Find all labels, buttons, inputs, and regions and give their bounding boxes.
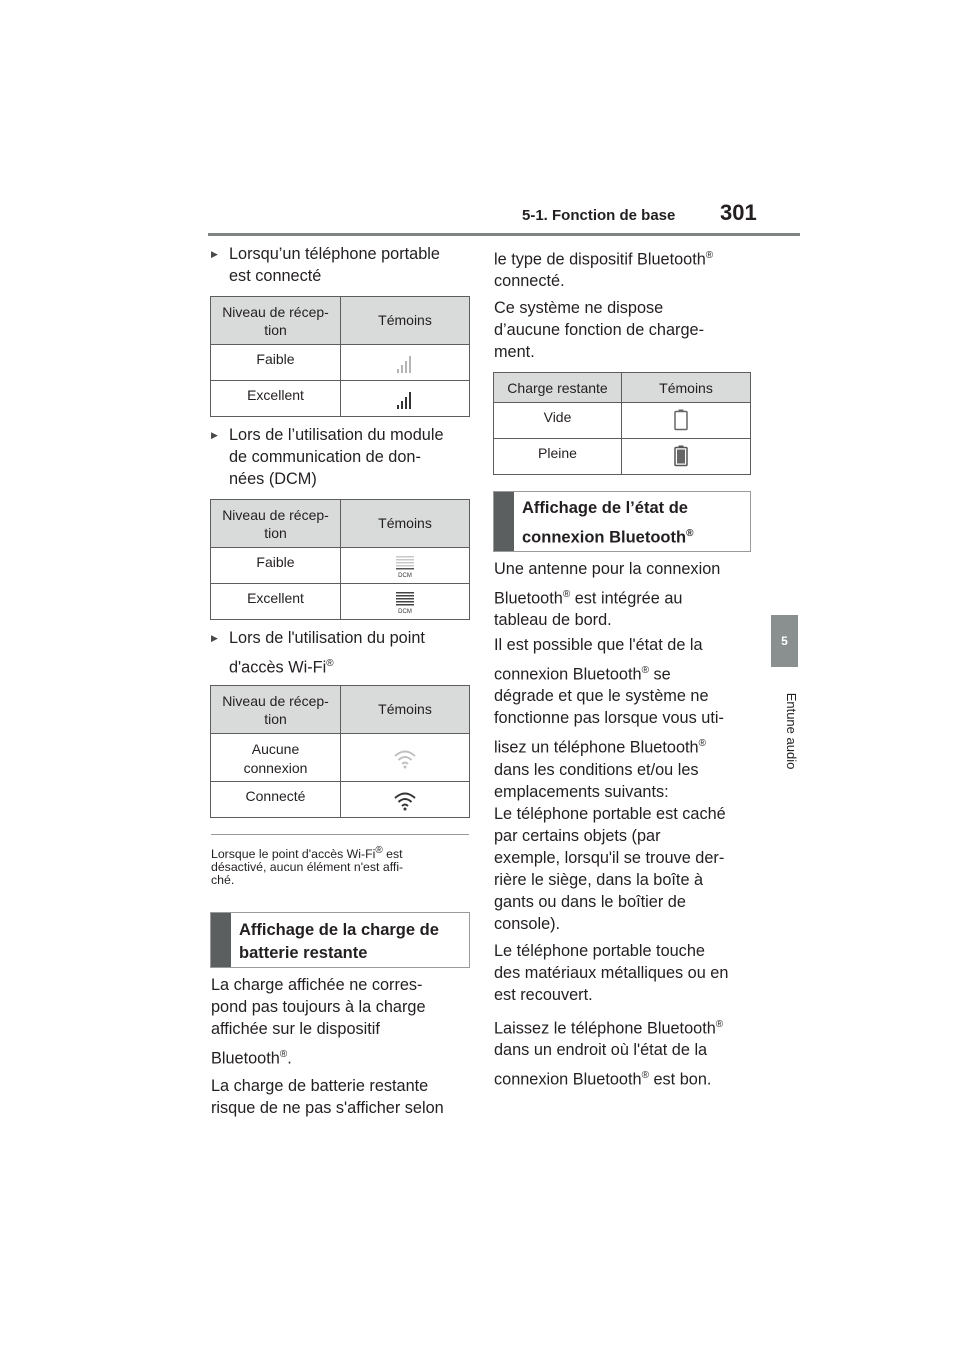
row-label: Excellent — [211, 584, 341, 620]
row-label: Faible — [211, 548, 341, 584]
col-header-indicators: Témoins — [341, 297, 470, 345]
paragraph-place-phone: Laissez le téléphone Bluetooth® dans un endroit où l'état de la connexion Bluetooth® est bon. — [494, 1019, 724, 1089]
bullet-wifi — [211, 627, 489, 678]
bullet-line: est connecté — [229, 267, 322, 285]
bullet-line: nées (DCM) — [229, 470, 317, 488]
row-label: Vide — [494, 403, 622, 439]
page-number: 301 — [720, 200, 757, 225]
note-divider — [211, 834, 469, 835]
col-header-indicators: Témoins — [622, 373, 751, 403]
heading-bar — [211, 913, 231, 967]
table-phone-reception — [210, 296, 470, 417]
col-header-indicators: Témoins — [341, 686, 470, 734]
note-text: Lorsque le point d'accès Wi-Fi® est désactivé, aucun élément n'est affi- ché. — [211, 845, 404, 888]
row-label: Faible — [211, 345, 341, 381]
heading-text: Affichage de la charge de batterie restante — [239, 921, 439, 962]
bullet-phone — [211, 243, 489, 287]
heading-battery-charge — [210, 912, 470, 968]
col-header-reception: Niveau de récep- tion — [211, 500, 341, 548]
bullet-dcm — [211, 424, 489, 490]
paragraph-antenna: Une antenne pour la connexion Bluetooth® est intégrée au tableau de bord. — [494, 560, 721, 630]
col-header-indicators: Témoins — [341, 500, 470, 548]
battery-empty-icon — [622, 403, 751, 439]
paragraph-bt-type: le type de dispositif Bluetooth® connecté. — [494, 250, 714, 291]
wifi-none-icon — [341, 734, 470, 782]
bullet-line: ▶ Lorsqu’un téléphone portable — [229, 245, 440, 263]
signal-excellent-icon — [341, 381, 470, 417]
col-header-charge: Charge restante — [494, 373, 622, 403]
chapter-tab: 5 — [771, 615, 798, 667]
paragraph-degrade: Il est possible que l'état de la connexion Bluetooth® se dégrade et que le système ne fonctionne pas lorsque vous uti- lisez un téléphone Bluetooth® dans les conditions et/ou les emplacements suivants: — [494, 636, 724, 801]
row-label: Aucune connexion — [211, 734, 341, 782]
row-label: Connecté — [211, 782, 341, 818]
table-battery — [493, 372, 751, 475]
bullet-line: d'accès Wi-Fi® — [229, 658, 334, 677]
dcm-weak-icon — [341, 548, 470, 584]
heading-bar — [494, 492, 514, 551]
paragraph-battery: La charge affichée ne corres- pond pas toujours à la charge affichée sur le dispositif Bluetooth®. La charge de batterie restante risque de ne pas s'afficher selon — [211, 976, 444, 1118]
chapter-label: Entune audio — [784, 692, 799, 770]
col-header-reception: Niveau de récep- tion — [211, 297, 341, 345]
bullet-line: ▶ Lors de l'utilisation du point — [229, 629, 425, 647]
heading-bt-connection — [493, 491, 751, 552]
svg-text:DCM: DCM — [398, 573, 412, 579]
heading-text: Affichage de l’état de connexion Bluetooth® — [522, 499, 694, 547]
paragraph-metal: Le téléphone portable touche des matériaux métalliques ou en est recouvert. — [494, 942, 729, 1004]
row-label: Excellent — [211, 381, 341, 417]
signal-weak-icon — [341, 345, 470, 381]
wifi-connected-icon — [341, 782, 470, 818]
row-label: Pleine — [494, 439, 622, 475]
svg-text:DCM: DCM — [398, 609, 412, 615]
battery-full-icon — [622, 439, 751, 475]
paragraph-hidden-phone: Le téléphone portable est caché par certains objets (par exemple, lorsqu'il se trouve der- rière le siège, dans la boîte à gants ou dans le boîtier de console). — [494, 805, 726, 933]
header-rule — [208, 233, 800, 236]
dcm-excellent-icon — [341, 584, 470, 620]
section-title: 5-1. Fonction de base — [522, 207, 676, 224]
table-dcm-reception — [210, 499, 470, 620]
bullet-line: de communication de don- — [229, 448, 421, 466]
bullet-line: ▶ Lors de l’utilisation du module — [229, 426, 444, 444]
table-wifi-reception — [210, 685, 470, 818]
col-header-reception: Niveau de récep- tion — [211, 686, 341, 734]
paragraph-no-charging: Ce système ne dispose d’aucune fonction de charge- ment. — [494, 299, 704, 361]
